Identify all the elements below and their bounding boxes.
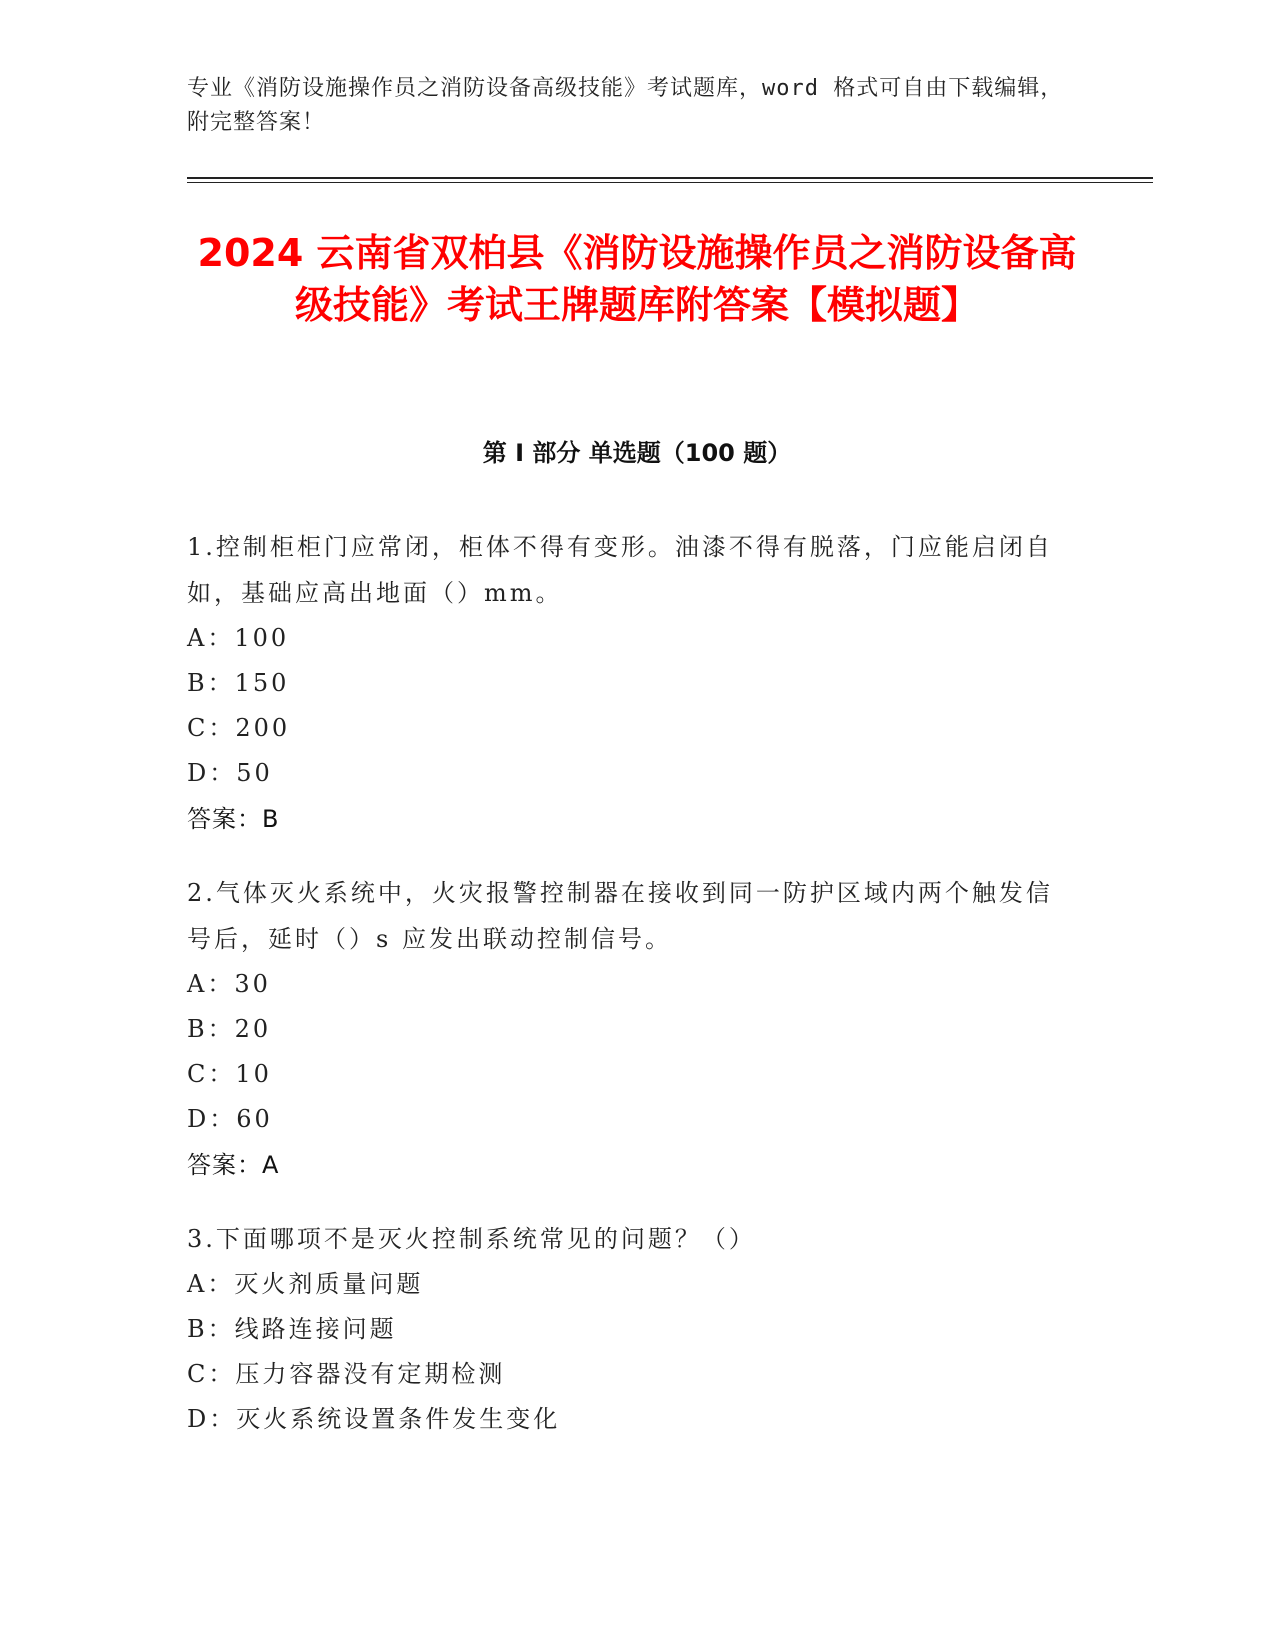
answer-line: 答案：A xyxy=(187,1151,280,1179)
option-d: D：60 xyxy=(187,1105,273,1133)
option-c: C：10 xyxy=(187,1060,272,1088)
question-1 xyxy=(187,524,1067,842)
option-b: B：150 xyxy=(187,669,290,697)
header-divider-thick xyxy=(187,177,1153,179)
question-stem: 2.气体灭火系统中，火灾报警控制器在接收到同一防护区域内两个触发信号后，延时（）s 应发出联动控制信号。 xyxy=(187,879,1053,953)
header-note: 专业《消防设施操作员之消防设备高级技能》考试题库，word 格式可自由下载编辑，附完整答案！ xyxy=(187,76,1064,135)
header-divider-thin xyxy=(187,182,1153,183)
question-2 xyxy=(187,870,1067,1188)
option-a: A：30 xyxy=(187,970,271,998)
question-3 xyxy=(187,1216,1067,1442)
option-b: B：线路连接问题 xyxy=(187,1315,397,1343)
question-stem: 3.下面哪项不是灭火控制系统常见的问题？（） xyxy=(187,1225,756,1253)
option-c: C：压力容器没有定期检测 xyxy=(187,1360,506,1388)
option-b: B：20 xyxy=(187,1015,272,1043)
answer-line: 答案：B xyxy=(187,805,280,833)
section-heading: 第 I 部分 单选题（100 题） xyxy=(482,439,792,467)
document-title: 2024 云南省双柏县《消防设施操作员之消防设备高级技能》考试王牌题库附答案【模拟题】 xyxy=(197,231,1077,327)
option-d: D：灭火系统设置条件发生变化 xyxy=(187,1405,561,1433)
option-c: C：200 xyxy=(187,714,291,742)
option-a: A：100 xyxy=(187,624,290,652)
option-a: A：灭火剂质量问题 xyxy=(187,1270,424,1298)
option-d: D：50 xyxy=(187,759,273,787)
question-stem: 1.控制柜柜门应常闭，柜体不得有变形。油漆不得有脱落，门应能启闭自如，基础应高出地面（）mm。 xyxy=(187,533,1053,607)
